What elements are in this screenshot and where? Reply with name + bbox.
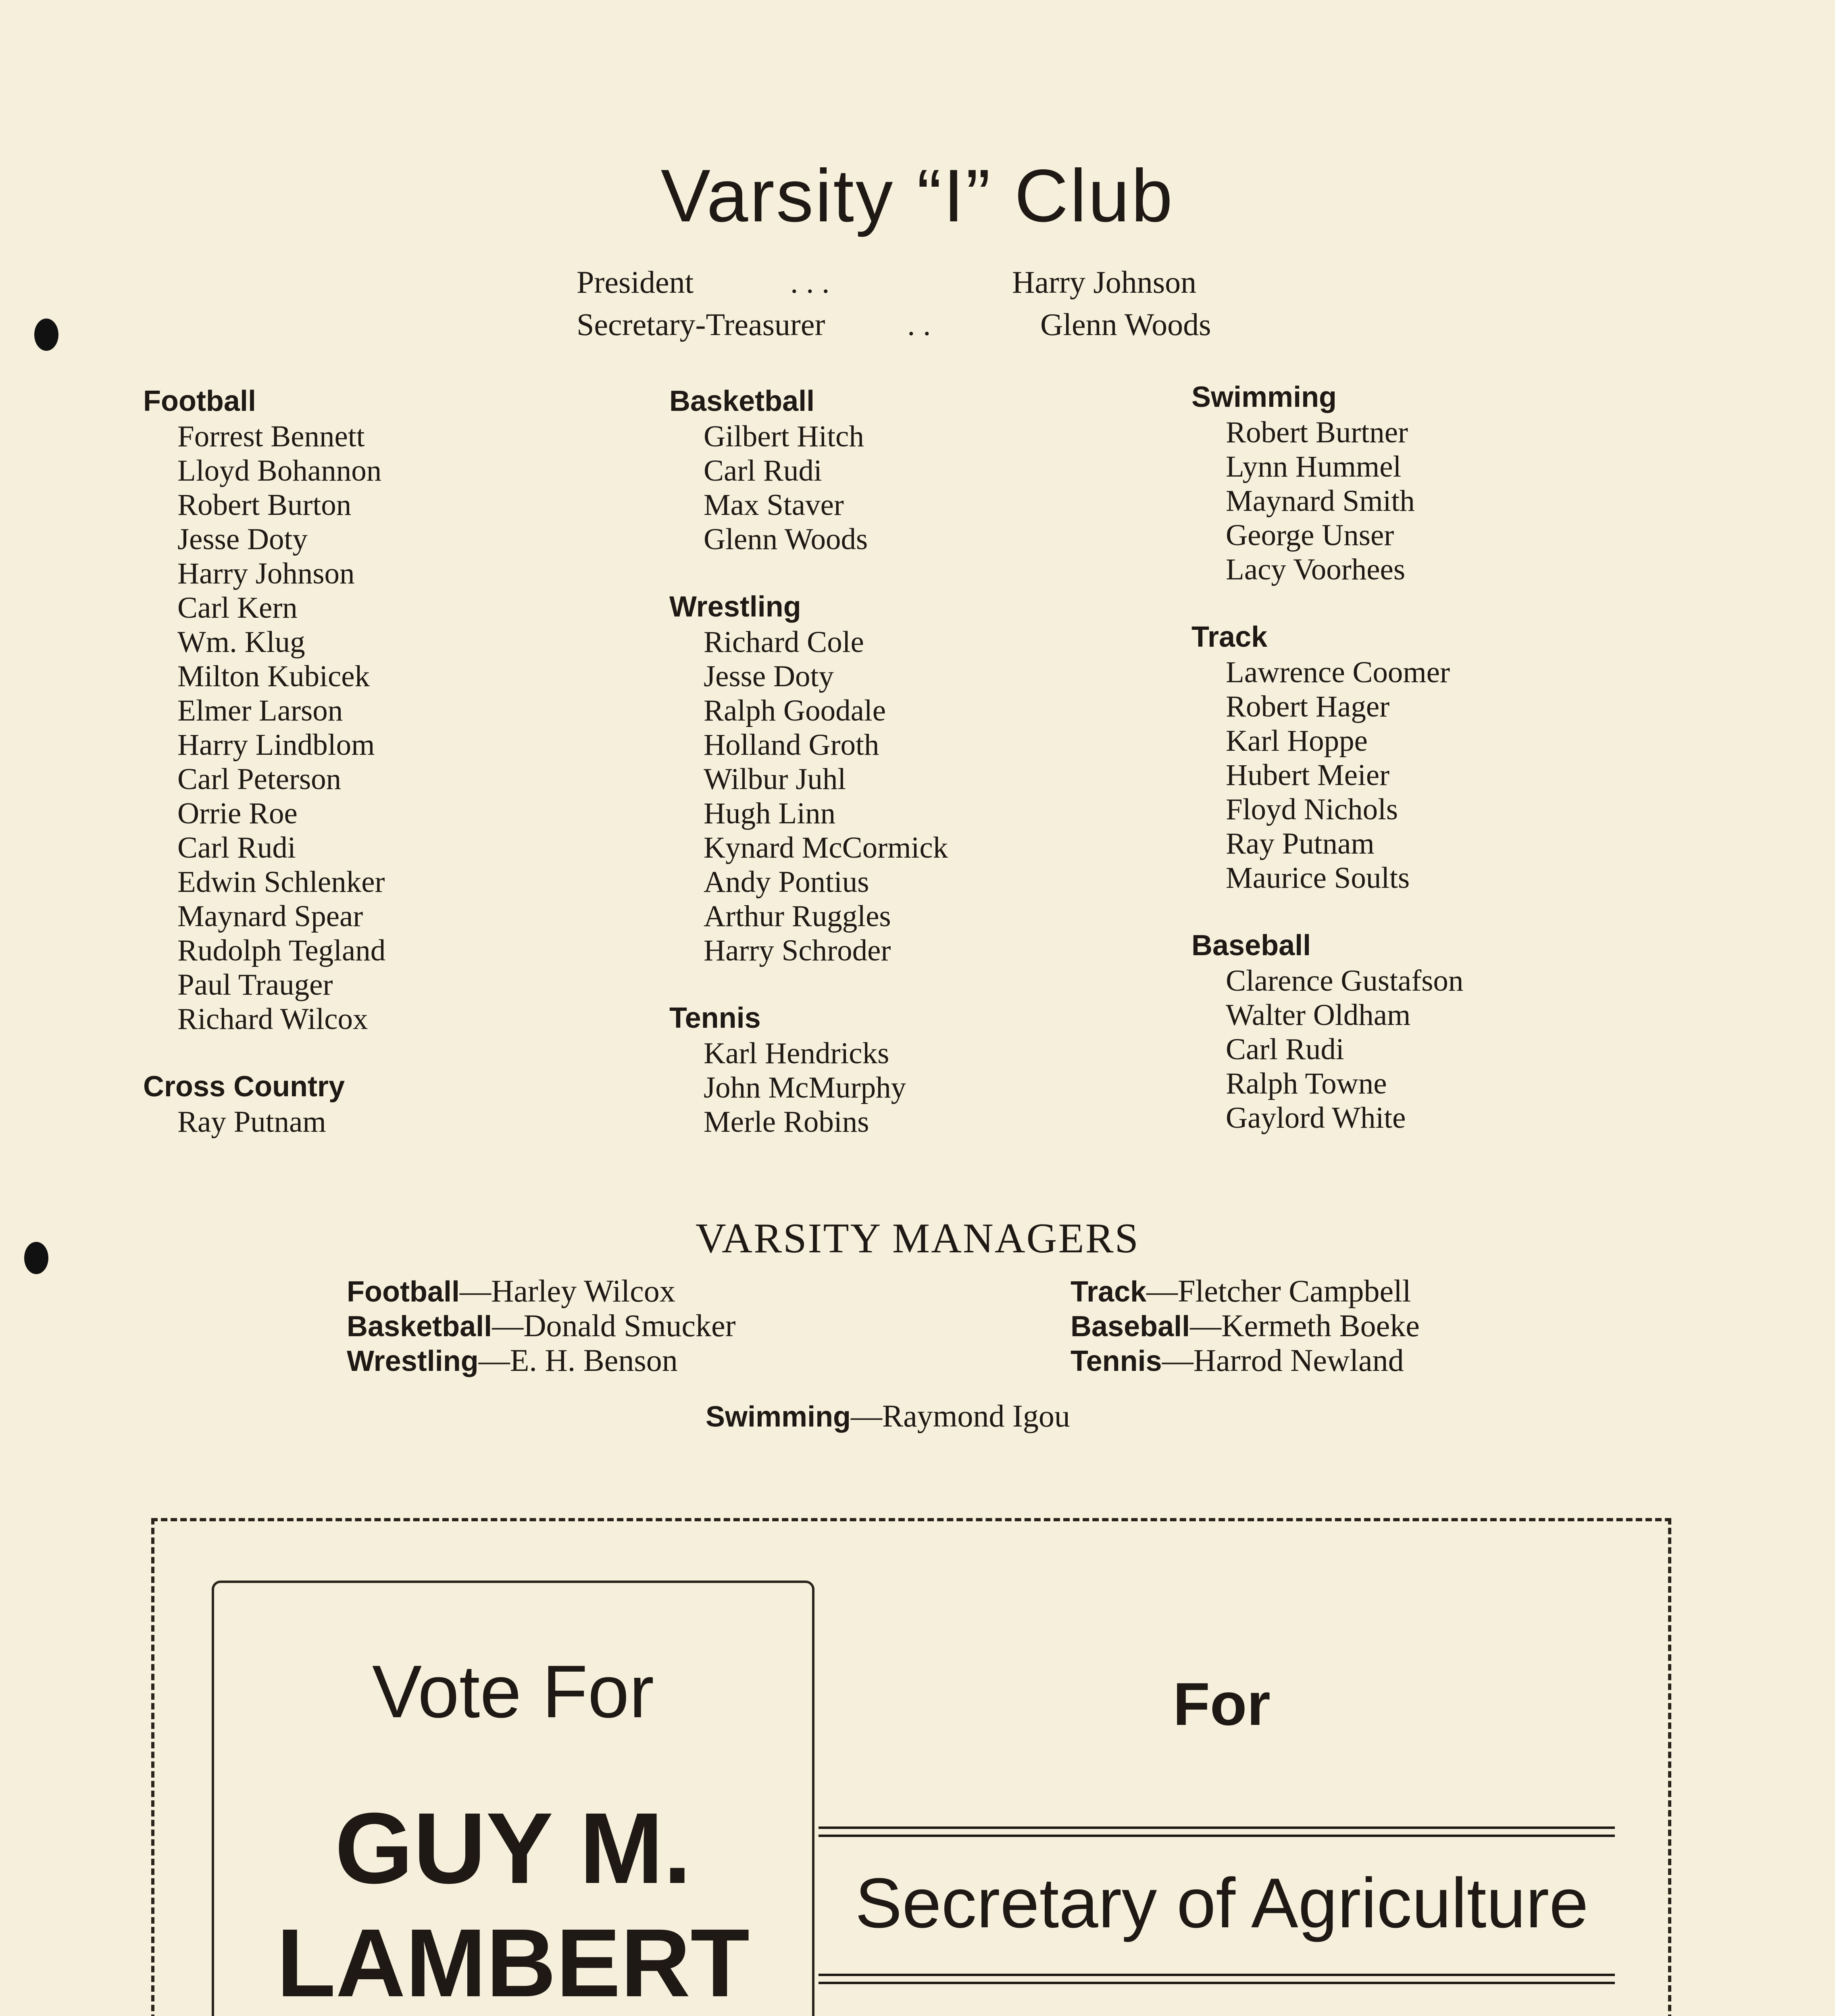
member-list: [1191, 964, 1716, 1135]
sport-heading: Cross Country: [143, 1070, 345, 1103]
manager-name: —E. H. Benson: [478, 1343, 678, 1378]
member-name: Glenn Woods: [704, 523, 868, 556]
sport-section-baseball: [1191, 927, 1716, 1135]
member-name: Hugh Linn: [704, 797, 836, 830]
member-name: Hubert Meier: [1226, 758, 1390, 792]
manager-entry: [347, 1309, 736, 1343]
member-name: Kynard McCormick: [704, 831, 948, 864]
member-list: [669, 1036, 1193, 1139]
manager-name: —Harrod Newland: [1162, 1343, 1404, 1378]
manager-name: —Donald Smucker: [492, 1308, 736, 1343]
member-name: Carl Rudi: [1226, 1033, 1344, 1066]
sport-section-track: [1191, 619, 1716, 895]
member-name: Jesse Doty: [177, 523, 308, 556]
member-list: [1191, 655, 1716, 895]
member-name: Lloyd Bohannon: [177, 454, 382, 487]
member-name: Richard Wilcox: [177, 1002, 368, 1036]
sport-heading: Basketball: [669, 385, 815, 417]
ad-rule-top: [819, 1835, 1615, 1837]
member-name: John McMurphy: [704, 1071, 906, 1104]
binder-hole: [34, 319, 58, 351]
member-name: Walter Oldham: [1226, 998, 1411, 1032]
manager-name: —Kermeth Boeke: [1190, 1308, 1420, 1343]
roster-column-middle: [669, 383, 1193, 1171]
manager-sport: Tennis: [1071, 1345, 1162, 1377]
ad-candidate-last: LAMBERT: [276, 1909, 750, 2016]
officer-dots: . .: [907, 307, 931, 342]
manager-name: —Raymond Igou: [851, 1398, 1070, 1433]
member-name: Carl Peterson: [177, 762, 342, 796]
sport-section-tennis: [669, 1000, 1193, 1139]
member-name: Jesse Doty: [704, 660, 834, 693]
sport-heading: Tennis: [669, 1002, 761, 1034]
ad-candidate-first: GUY M.: [335, 1792, 692, 1904]
member-name: Robert Burton: [177, 488, 352, 522]
member-name: Merle Robins: [704, 1105, 869, 1139]
member-name: Arthur Ruggles: [704, 900, 891, 933]
managers-title: VARSITY MANAGERS: [695, 1214, 1140, 1262]
ad-rule-top: [819, 1826, 1615, 1829]
ad-rule-bottom: [819, 1974, 1615, 1976]
member-list: [143, 1105, 667, 1139]
manager-entry: [1071, 1309, 1420, 1343]
sport-section-football: [143, 383, 667, 1036]
member-name: Ray Putnam: [1226, 827, 1375, 860]
member-name: Maynard Smith: [1226, 484, 1415, 518]
member-name: Ralph Goodale: [704, 694, 886, 727]
member-name: Carl Rudi: [177, 831, 296, 864]
sport-heading: Swimming: [1191, 381, 1337, 413]
member-name: Ray Putnam: [177, 1105, 326, 1139]
member-name: Lacy Voorhees: [1226, 553, 1406, 586]
ad-vote-for: Vote For: [372, 1650, 654, 1733]
sport-section-basketball: [669, 383, 1193, 556]
member-name: Holland Groth: [704, 728, 879, 762]
manager-name: —Fletcher Campbell: [1146, 1273, 1411, 1308]
member-name: Forrest Bennett: [177, 420, 365, 453]
member-name: Carl Rudi: [704, 454, 822, 487]
member-name: Maurice Soults: [1226, 861, 1410, 895]
member-name: Wm. Klug: [177, 625, 305, 659]
member-name: Rudolph Tegland: [177, 934, 386, 967]
member-name: Wilbur Juhl: [704, 762, 846, 796]
managers-right: [1071, 1274, 1420, 1378]
member-name: Ralph Towne: [1226, 1067, 1387, 1100]
member-name: Andy Pontius: [704, 865, 869, 899]
manager-sport: Football: [347, 1276, 460, 1308]
sport-heading: Wrestling: [669, 591, 801, 623]
member-name: Paul Trauger: [177, 968, 333, 1002]
manager-entry: [1071, 1343, 1420, 1378]
manager-entry-center: [706, 1399, 1070, 1434]
sport-section-cross-country: [143, 1068, 667, 1139]
member-name: Lawrence Coomer: [1226, 656, 1450, 689]
member-name: Robert Hager: [1226, 690, 1390, 723]
member-name: Carl Kern: [177, 591, 298, 625]
officer-role: President: [577, 264, 694, 300]
member-name: Floyd Nichols: [1226, 793, 1398, 826]
member-name: Gaylord White: [1226, 1101, 1406, 1135]
member-name: Maynard Spear: [177, 900, 363, 933]
member-name: Orrie Roe: [177, 797, 298, 830]
managers-left: [347, 1274, 736, 1378]
manager-entry: [1071, 1274, 1420, 1309]
officer-name: Harry Johnson: [1012, 264, 1197, 300]
sport-heading: Track: [1191, 621, 1268, 653]
ad-office: Secretary of Agriculture: [855, 1864, 1589, 1943]
member-list: [669, 625, 1193, 968]
sport-heading: Football: [143, 385, 256, 417]
manager-sport: Wrestling: [347, 1345, 479, 1377]
manager-sport: Basketball: [347, 1310, 492, 1343]
officer-role: Secretary-Treasurer: [577, 307, 825, 342]
member-name: Milton Kubicek: [177, 660, 370, 693]
member-name: Harry Schroder: [704, 934, 891, 967]
member-name: Harry Johnson: [177, 557, 355, 590]
member-list: [669, 419, 1193, 556]
member-name: George Unser: [1226, 519, 1394, 552]
manager-sport: Track: [1071, 1276, 1147, 1308]
manager-sport: Swimming: [706, 1401, 851, 1433]
member-name: Edwin Schlenker: [177, 865, 385, 899]
member-list: [1191, 415, 1716, 587]
manager-entry: [347, 1343, 736, 1378]
roster-column-left: [143, 383, 667, 1171]
manager-name: —Harley Wilcox: [459, 1273, 675, 1308]
officer-dots: . . .: [790, 264, 830, 300]
member-name: Elmer Larson: [177, 694, 343, 727]
member-name: Harry Lindblom: [177, 728, 375, 762]
member-name: Max Staver: [704, 488, 844, 522]
member-name: Karl Hoppe: [1226, 724, 1368, 758]
ad-rule-bottom: [819, 1982, 1615, 1984]
member-name: Robert Burtner: [1226, 416, 1408, 449]
ad-for: For: [1173, 1670, 1271, 1738]
sport-heading: Baseball: [1191, 929, 1311, 962]
page-title: Varsity “I” Club: [660, 154, 1175, 237]
member-name: Richard Cole: [704, 625, 864, 659]
roster-column-right: [1191, 379, 1716, 1167]
sport-section-swimming: [1191, 379, 1716, 587]
manager-entry: [347, 1274, 736, 1309]
member-name: Clarence Gustafson: [1226, 964, 1464, 998]
officer-name: Glenn Woods: [1040, 307, 1211, 342]
manager-sport: Baseball: [1071, 1310, 1190, 1343]
member-list: [143, 419, 667, 1036]
sport-section-wrestling: [669, 589, 1193, 968]
member-name: Gilbert Hitch: [704, 420, 864, 453]
member-name: Lynn Hummel: [1226, 450, 1402, 483]
member-name: Karl Hendricks: [704, 1037, 889, 1070]
